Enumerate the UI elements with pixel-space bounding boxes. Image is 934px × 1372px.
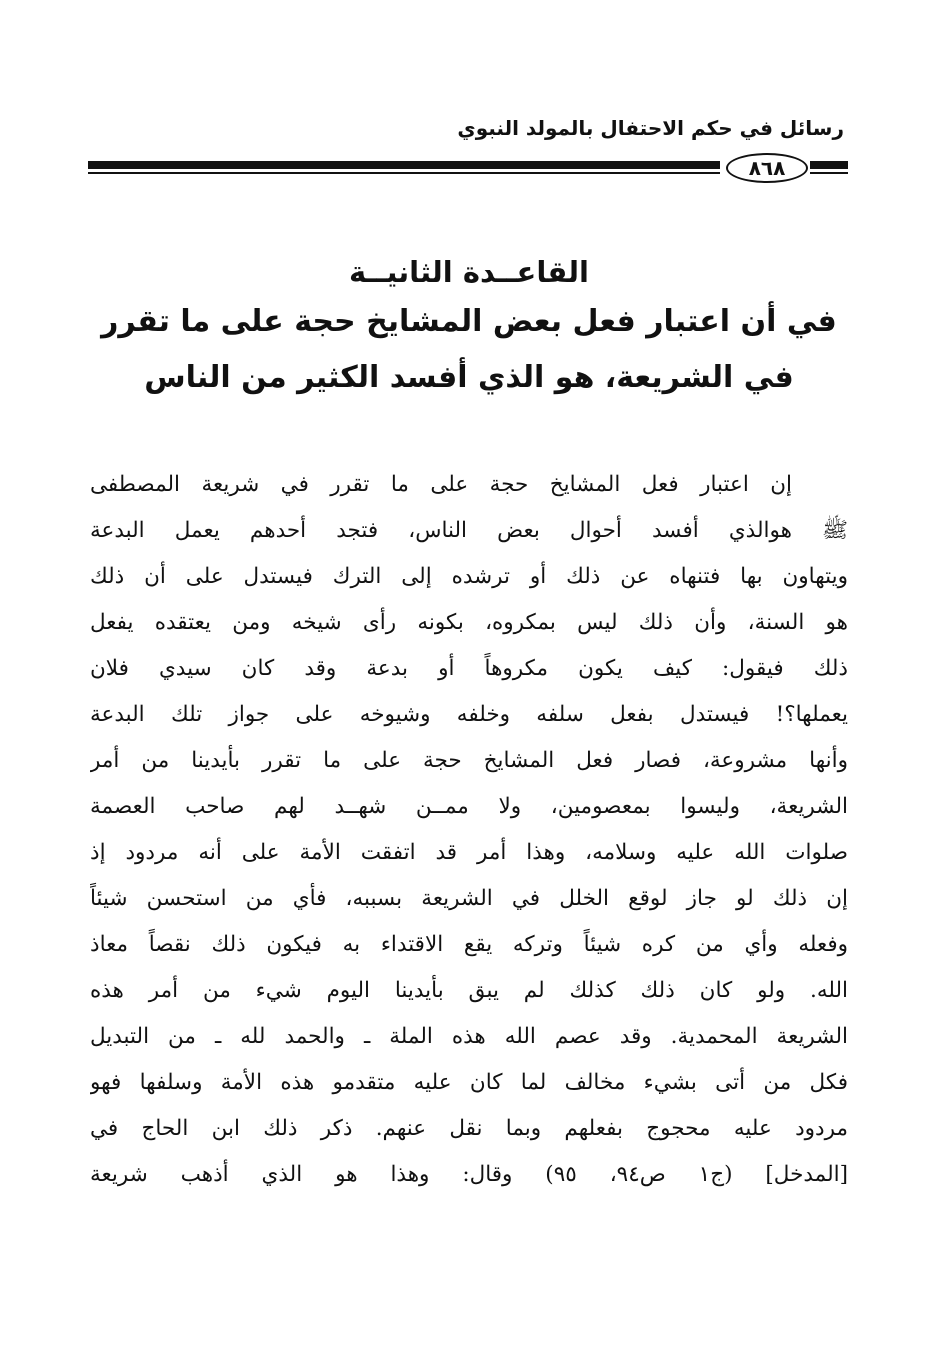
header-rule-left: [88, 161, 720, 175]
body-line: وفعله وأي من كره شيئاً وتركه يقع الاقتداء به فيكون ذلك نقصاً معاذ: [90, 932, 848, 957]
body-line: هو السنة، وأن ذلك ليس بمكروه، بكونه رأى شيخه ومن يعتقده يفعل: [90, 610, 848, 635]
rule-subtitle-line-2: في الشريعة، هو الذي أفسد الكثير من الناس: [144, 360, 794, 395]
body-line: ويتهاون بها فتنهاه عن ذلك أو ترشده إلى الترك فيستدل على أن ذلك: [90, 564, 848, 589]
body-line: ذلك فيقول: كيف يكون مكروهاً أو بدعة وقد كان سيدي فلان: [90, 656, 848, 681]
body-line: إن ذلك لو جاز لوقع الخلل في الشريعة بسببه، فأي من استحسن شيئاً: [90, 886, 848, 911]
body-line: الشريعة، وليسوا بمعصومين، ولا ممــن شهــد لهم صاحب العصمة: [90, 794, 848, 819]
running-header: رسائل في حكم الاحتفال بالمولد النبوي: [457, 116, 844, 140]
body-line: الشريعة المحمدية. وقد عصم الله هذه الملة ـ والحمد لله ـ من التبديل: [90, 1024, 848, 1049]
body-paragraph: [90, 462, 848, 1198]
page-number: ٨٦٨: [726, 153, 808, 183]
section-heading: [90, 250, 848, 406]
body-line: يعملها؟! فيستدل بفعل سلفه وخلفه وشيوخه على جواز تلك البدعة: [90, 702, 848, 727]
rule-subtitle-line-1: في أن اعتبار فعل بعض المشايخ حجة على ما تقرر: [101, 304, 837, 339]
header-rule-right: [810, 161, 848, 175]
body-line: ﷺ هوالذي أفسد أحوال بعض الناس، فتجد أحدهم يعمل البدعة: [90, 518, 848, 543]
header-rule: [88, 155, 848, 189]
body-line: [المدخل] (ج١ ص٩٤، ٩٥) وقال: وهذا هو الذي أذهب شريعة: [90, 1162, 848, 1187]
body-line: الله. ولو كان ذلك كذلك لم يبق بأيدينا اليوم شيء من أمر هذه: [90, 978, 848, 1003]
body-line: وأنها مشروعة، فصار فعل المشايخ حجة على ما تقرر بأيدينا من أمر: [90, 748, 848, 773]
body-line: صلوات الله عليه وسلامه، وهذا أمر قد اتفقت الأمة على أنه مردود إذ: [90, 840, 848, 865]
body-line: مردود عليه محجوج بفعلهم وبما نقل عنهم. ذكر ذلك ابن الحاج في: [90, 1116, 848, 1141]
rule-title: القاعــدة الثانيــة: [349, 255, 589, 289]
body-line: فكل من أتى بشيء مخالف لما كان عليه متقدمو هذه الأمة وسلفها فهو: [90, 1070, 848, 1095]
body-line: إن اعتبار فعل المشايخ حجة على ما تقرر في شريعة المصطفى: [90, 472, 792, 497]
